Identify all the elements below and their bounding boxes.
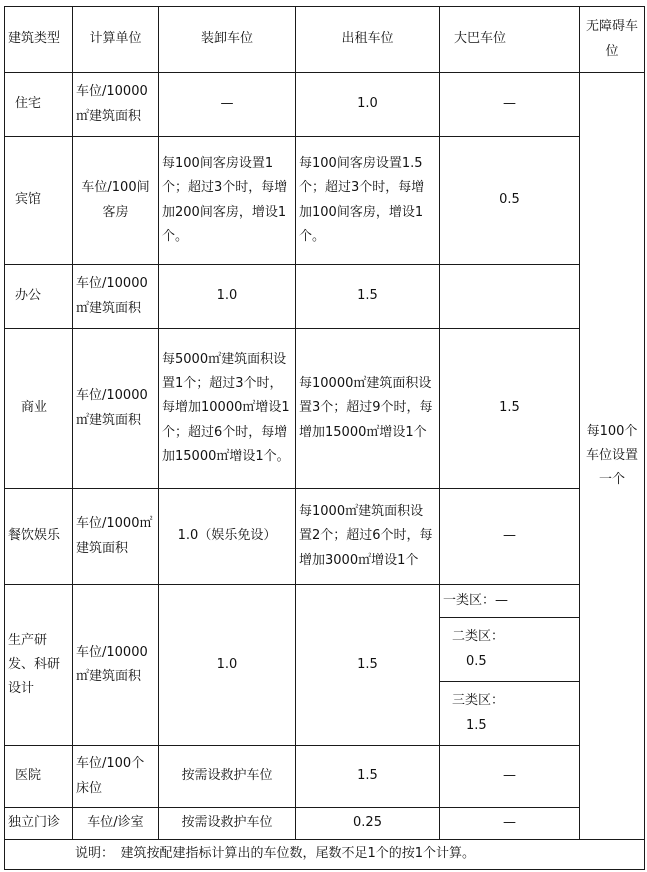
header-unit: 计算单位 <box>73 7 159 73</box>
taxi-cell: 1.5 <box>296 585 440 746</box>
type-cell: 餐饮娱乐 <box>5 489 73 585</box>
taxi-cell: 1.5 <box>296 746 440 808</box>
loading-cell: 每100间客房设置1个；超过3个时，每增加200间客房，增设1个。 <box>159 137 296 265</box>
type-cell: 住宅 <box>5 73 73 137</box>
bus-cell <box>440 265 580 329</box>
taxi-cell: 每10000㎡建筑面积设置3个；超过9个时，每增加15000㎡增设1个 <box>296 329 440 489</box>
note-row <box>5 840 645 870</box>
table-row <box>5 73 645 137</box>
unit-cell: 车位/10000㎡建筑面积 <box>73 73 159 137</box>
bus-zone-3-value: 1.5 <box>466 717 487 733</box>
header-taxi: 出租车位 <box>296 7 440 73</box>
type-cell: 宾馆 <box>5 137 73 265</box>
unit-cell: 车位/诊室 <box>73 808 159 840</box>
bus-cell: 0.5 <box>440 137 580 265</box>
unit-cell: 车位/100个床位 <box>73 746 159 808</box>
table-row <box>5 808 645 840</box>
loading-cell: 1.0 <box>159 585 296 746</box>
loading-cell: 1.0（娱乐免设） <box>159 489 296 585</box>
loading-cell: 按需设救护车位 <box>159 808 296 840</box>
parking-standards-table <box>4 6 645 870</box>
type-cell: 医院 <box>5 746 73 808</box>
header-row <box>5 7 645 73</box>
unit-cell: 车位/1000㎡建筑面积 <box>73 489 159 585</box>
table-row <box>5 489 645 585</box>
bus-zone-1: 一类区：— <box>440 585 579 618</box>
accessible-cell: 每100个车位设置一个 <box>580 73 645 840</box>
unit-cell: 车位/100间客房 <box>73 137 159 265</box>
table-row <box>5 137 645 265</box>
loading-cell: 按需设救护车位 <box>159 746 296 808</box>
type-cell: 办公 <box>5 265 73 329</box>
bus-zone-2-value: 0.5 <box>466 653 487 669</box>
bus-cell: — <box>440 746 580 808</box>
bus-zone-3-label: 三类区： <box>452 693 505 709</box>
bus-cell: — <box>440 808 580 840</box>
table-row <box>5 329 645 489</box>
bus-cell: 1.5 <box>440 329 580 489</box>
loading-cell: — <box>159 73 296 137</box>
unit-cell: 车位/10000㎡建筑面积 <box>73 265 159 329</box>
header-type: 建筑类型 <box>5 7 73 73</box>
taxi-cell: 0.25 <box>296 808 440 840</box>
type-cell: 商业 <box>5 329 73 489</box>
table-row <box>5 265 645 329</box>
bus-cell: — <box>440 489 580 585</box>
unit-cell: 车位/10000㎡建筑面积 <box>73 329 159 489</box>
header-accessible: 无障碍车位 <box>580 7 645 73</box>
taxi-cell: 每1000㎡建筑面积设置2个；超过6个时，每增加3000㎡增设1个 <box>296 489 440 585</box>
bus-zone-2 <box>440 618 579 682</box>
header-loading: 装卸车位 <box>159 7 296 73</box>
table-note: 说明： 建筑按配建指标计算出的车位数，尾数不足1个的按1个计算。 <box>5 840 645 870</box>
type-cell: 生产研发、科研设计 <box>5 585 73 746</box>
taxi-cell: 1.5 <box>296 265 440 329</box>
table-row <box>5 585 645 746</box>
taxi-cell: 每100间客房设置1.5个；超过3个时，每增加100间客房，增设1个。 <box>296 137 440 265</box>
bus-zones-cell <box>440 585 580 746</box>
bus-zone-3 <box>440 682 579 745</box>
header-bus: 大巴车位 <box>440 7 580 73</box>
type-cell: 独立门诊 <box>5 808 73 840</box>
loading-cell: 每5000㎡建筑面积设置1个；超过3个时，每增加10000㎡增设1个；超过6个时，每增加15000㎡增设1个。 <box>159 329 296 489</box>
table-row <box>5 746 645 808</box>
loading-cell: 1.0 <box>159 265 296 329</box>
bus-cell: — <box>440 73 580 137</box>
taxi-cell: 1.0 <box>296 73 440 137</box>
unit-cell: 车位/10000㎡建筑面积 <box>73 585 159 746</box>
bus-zone-2-label: 二类区： <box>452 629 505 645</box>
